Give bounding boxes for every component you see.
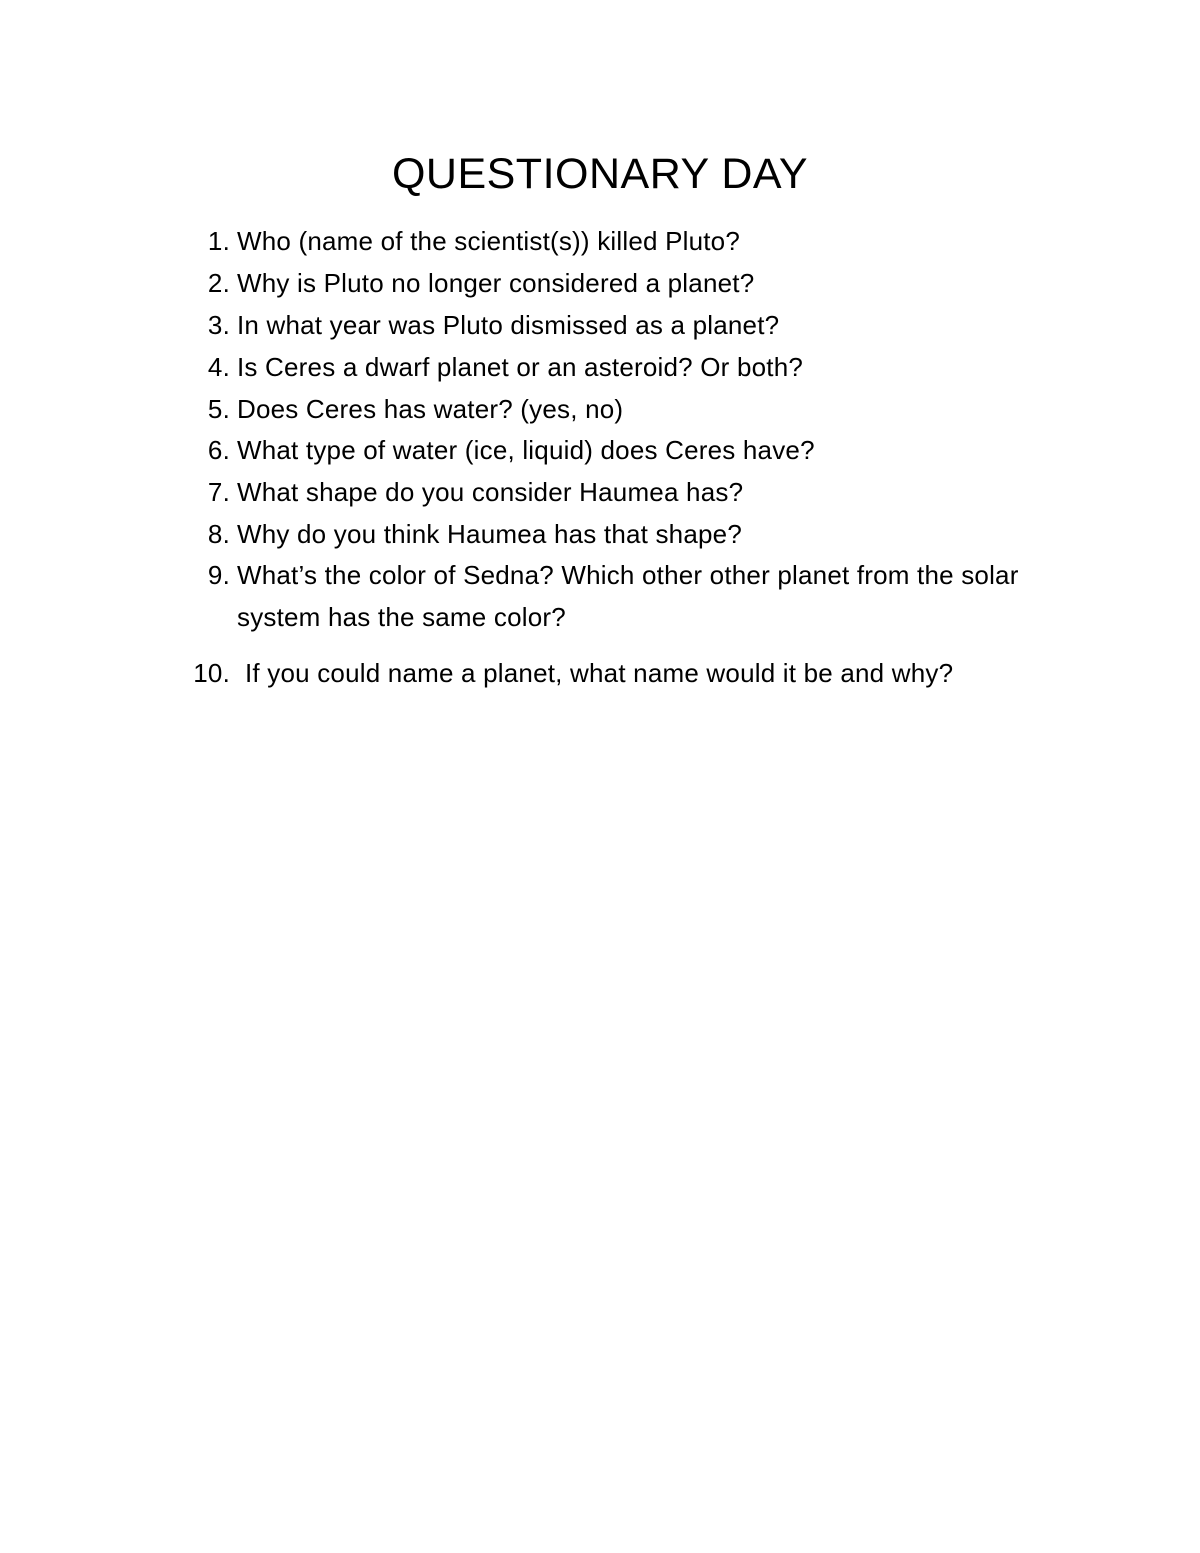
question-number: 8. <box>207 519 230 549</box>
question-text: What’s the color of Sedna? Which other other planet from the solar system has the same color? <box>237 560 1019 632</box>
question-number: 6. <box>207 435 230 465</box>
question-number: 4. <box>207 352 230 382</box>
question-text: Why do you think Haumea has that shape? <box>237 519 742 549</box>
question-text: In what year was Pluto dismissed as a planet? <box>237 310 780 340</box>
question-text: Why is Pluto no longer considered a planet? <box>237 268 755 298</box>
question-text: Who (name of the scientist(s)) killed Pluto? <box>237 226 740 256</box>
question-text: What type of water (ice, liquid) does Ceres have? <box>237 435 815 465</box>
question-number: 3. <box>207 310 230 340</box>
question-text: Does Ceres has water? (yes, no) <box>237 394 624 424</box>
question-number: 5. <box>207 394 230 424</box>
question-number: 10. <box>193 658 230 688</box>
question-text: Is Ceres a dwarf planet or an asteroid? Or both? <box>237 352 804 382</box>
page-title: QUESTIONARY DAY <box>391 150 809 198</box>
question-number: 9. <box>207 560 230 590</box>
question-text: What shape do you consider Haumea has? <box>237 477 744 507</box>
question-number: 7. <box>207 477 230 507</box>
question-number: 2. <box>207 268 230 298</box>
question-number: 1. <box>207 226 230 256</box>
question-text: If you could name a planet, what name would it be and why? <box>245 658 954 688</box>
